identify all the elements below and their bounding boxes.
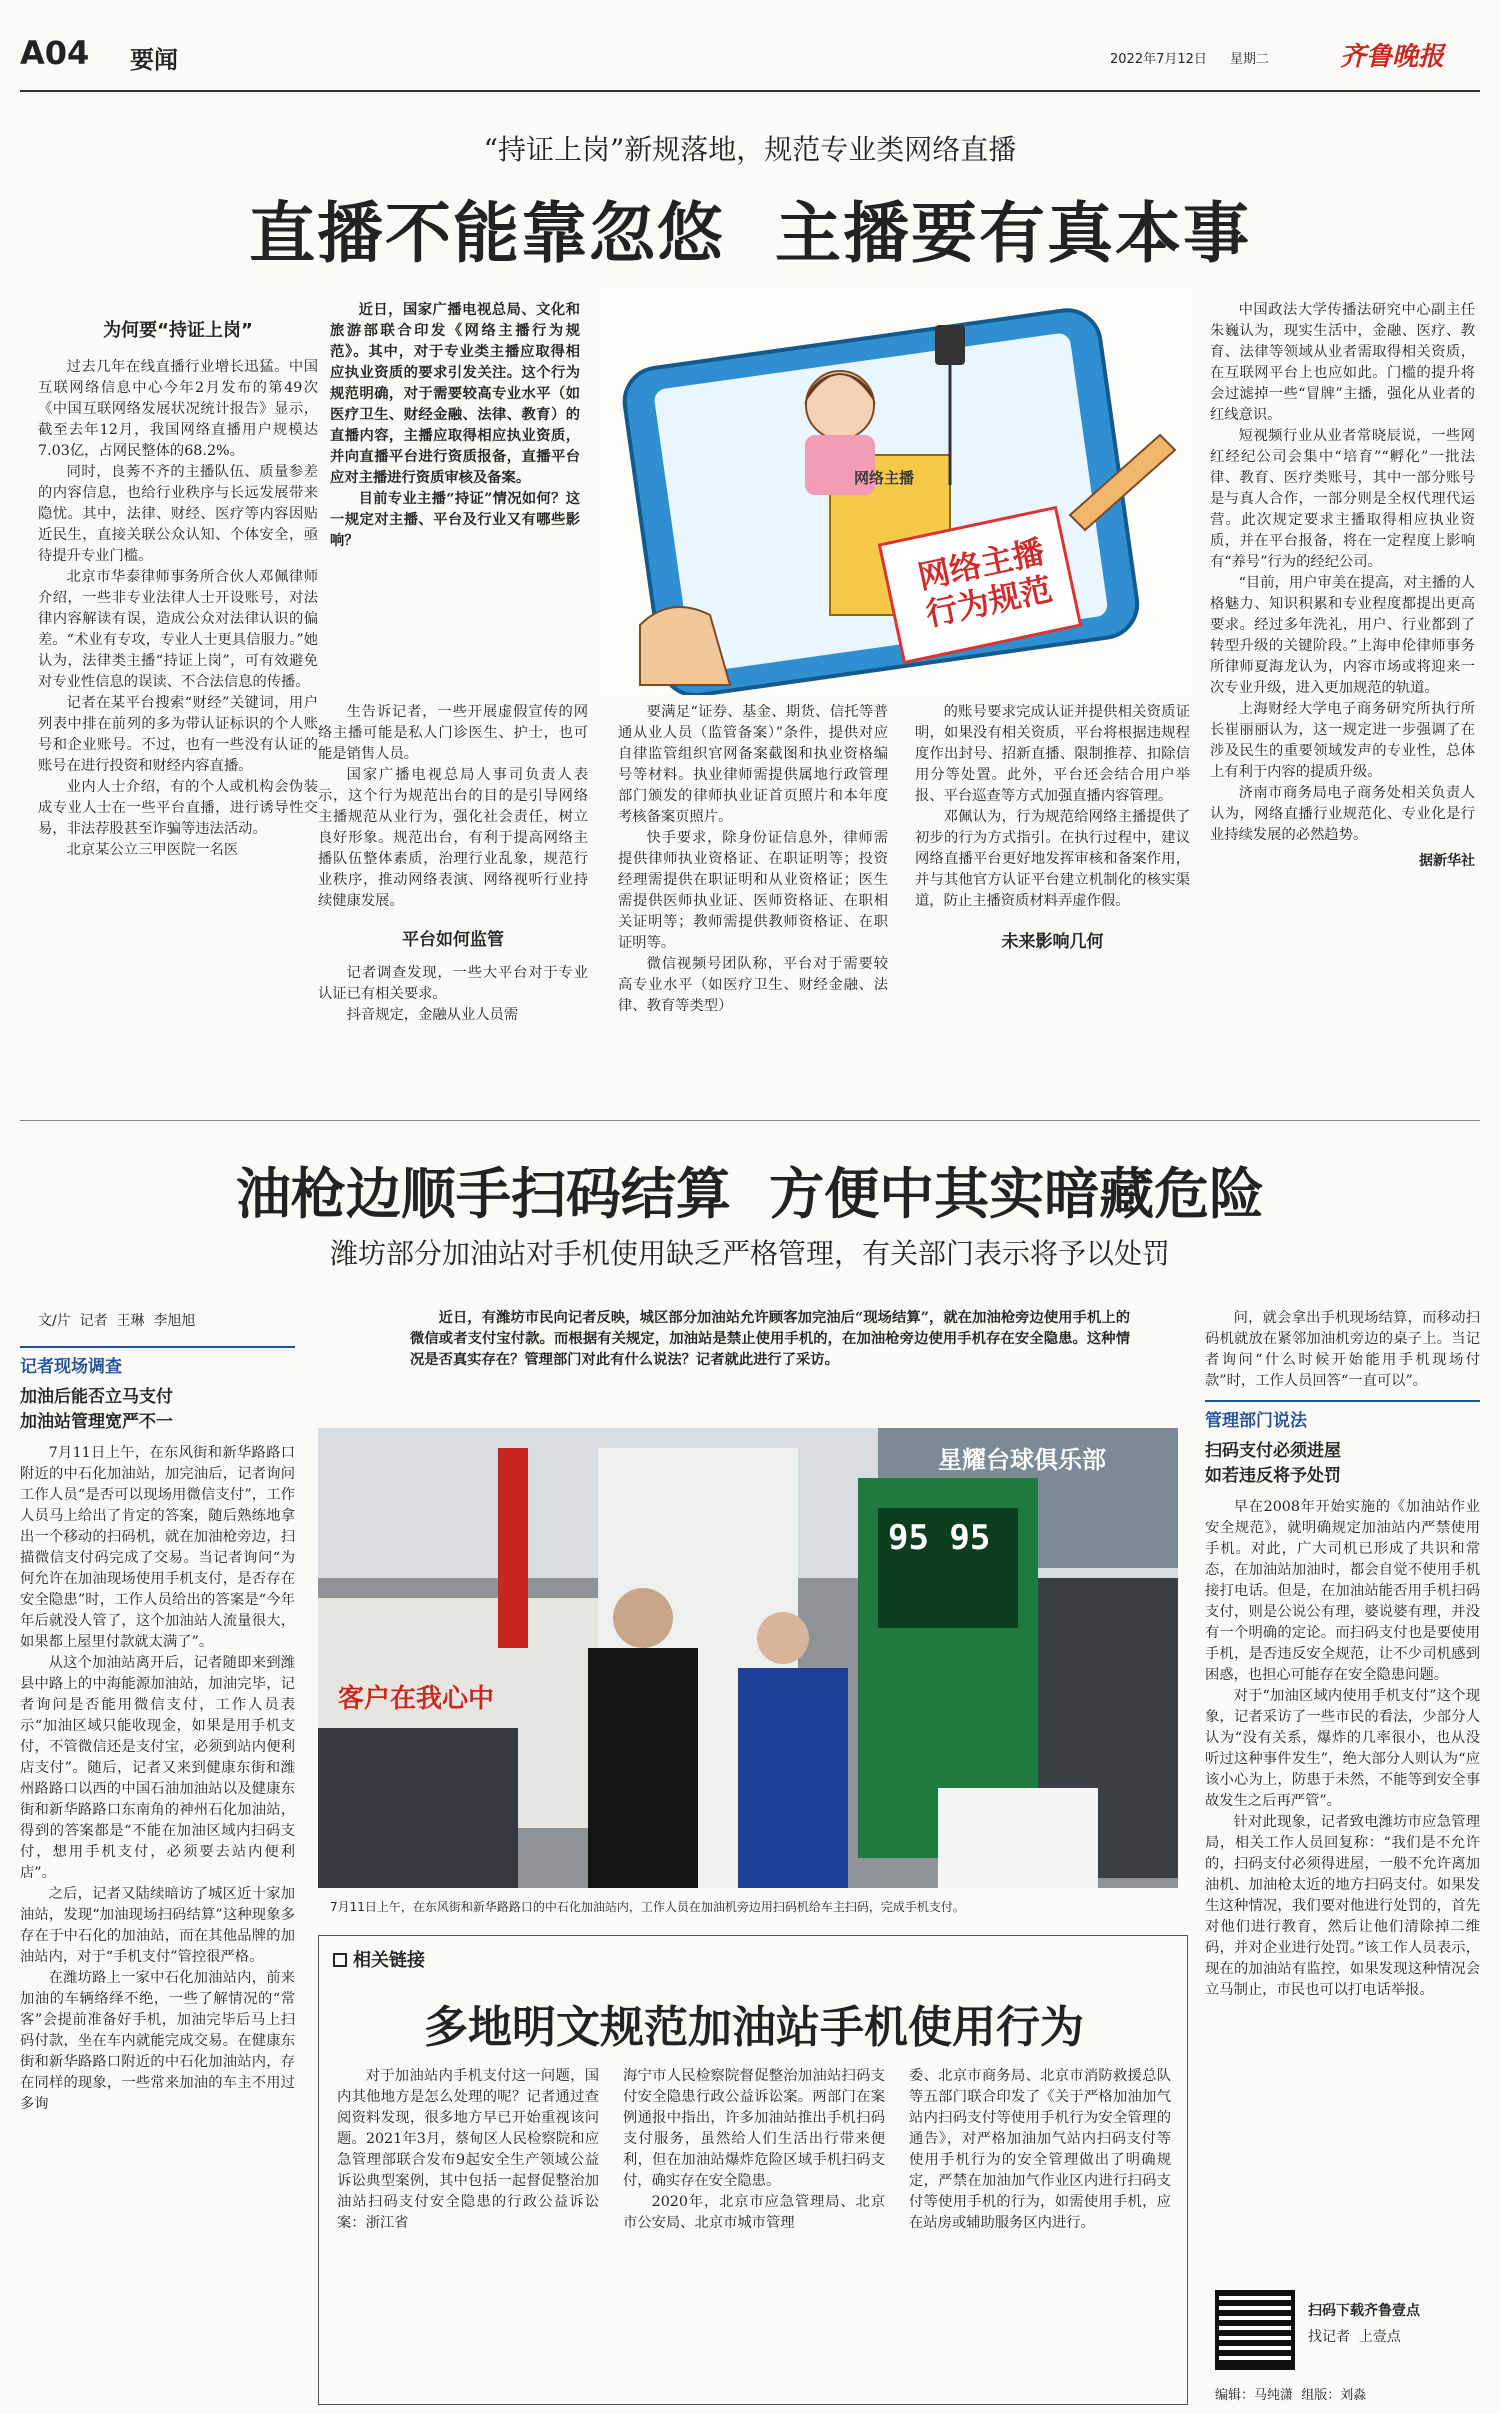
paragraph: 北京市华泰律师事务所合伙人邓佩律师介绍，一些非专业法律人士开设账号，对法律内容解读有误，造成公众对法律认识的偏差。“术业有专攻，专业人士更具信服力。”她认为，法律类主播“持证上岗”，可有效避免对专业性信息的误读、不合法信息的传播。: [38, 569, 318, 690]
related-column-2: [623, 2066, 885, 2396]
article2-title: 油枪边顺手扫码结算 方便中其实暗藏危险: [235, 1161, 1265, 1226]
header-rule: [20, 90, 1480, 92]
article1-column-1: [38, 318, 318, 1098]
paragraph: 对于加油站内手机支付这一问题，国内其他地方是怎么处理的呢？记者通过查阅资料发现，很多地方早已开始重视该问题。2021年3月，蔡甸区人民检察院和应急管理部联合发布9起安全生产领域公益诉讼典型案例，其中包括一起督促整治加油站扫码支付安全隐患的行政公益诉讼案：浙江省: [337, 2068, 599, 2231]
source-credit: 据新华社: [1419, 853, 1475, 869]
paragraph: 短视频行业从业者常晓辰说，一些网红经纪公司会集中“培育”“孵化”一批法律、教育、医疗类账号，其中一部分账号是与真人合作，一部分则是全权代理代运营。此次规定要求主播取得相应执业资质，并在平台报备，将在一定程度上影响有“养号”行为的经纪公司。: [1210, 428, 1475, 570]
article1-column-3: [618, 702, 888, 1112]
paragraph: 海宁市人民检察院督促整治加油站扫码支付安全隐患行政公益诉讼案。两部门在案例通报中指出，许多加油站推出手机扫码支付服务，虽然给人们生活出行带来便利，但在加油站爆炸危险区域手机扫码支付，确实存在安全隐患。: [623, 2068, 885, 2189]
qr-caption-2: 找记者 上壹点: [1308, 2329, 1401, 2345]
qr-code[interactable]: [1215, 2290, 1295, 2370]
paragraph: 7月11日上午，在东风街和新华路路口附近的中石化加油站，加完油后，记者询问工作人员“是否可以现场用微信支付”，工作人员马上给出了肯定的答案，随后熟练地拿出一个移动的扫码机，就在加油枪旁边，扫描微信支付码完成了交易。当记者询问“为何允许在加油现场使用手机支付，是否存在安全隐患”时，工作人员给出的答案是“今年年后就没人管了，这个加油站人流量很大，如果都上屋里付款就太满了”。: [20, 1445, 295, 1650]
paragraph: 国家广播电视总局人事司负责人表示，这个行为规范出台的目的是引导网络主播规范从业行为，强化社会责任，树立良好形象。规范出台，有利于提高网络主播队伍整体素质，治理行业乱象，规范行业秩序，推动网络表演、网络视听行业持续健康发展。: [318, 767, 588, 909]
article1-kicker: “持证上岗”新规落地，规范专业类网络直播: [483, 133, 1017, 166]
paragraph: 微信视频号团队称，平台对于需要较高专业水平（如医疗卫生、财经金融、法律、教育等类型）: [618, 956, 888, 1014]
paragraph: 业内人士介绍，有的个人或机构会伪装成专业人士在一些平台直播，进行诱导性交易，非法荐股甚至诈骗等违法活动。: [38, 779, 318, 837]
section-headline: 加油后能否立马支付: [20, 1387, 173, 1407]
illustration-board-text: 网络主播行为规范: [914, 532, 1056, 634]
photo-price-display: 95 95: [888, 1518, 991, 1558]
phone-illustration-icon: [600, 295, 1190, 695]
paragraph: 问，就会拿出手机现场结算，而移动扫码机就放在紧邻加油机旁边的桌子上。当记者询问“什么时候开始能用手机现场付款”时，工作人员回答“一直可以”。: [1205, 1310, 1480, 1389]
photo-caption: 7月11日上午，在东风街和新华路路口的中石化加油站内，工作人员在加油机旁边用扫码机给车主扫码，完成手机支付。: [330, 1900, 965, 1914]
article2-column-1: [20, 1340, 295, 2410]
article1-column-2: [318, 702, 588, 1112]
paragraph: 生告诉记者，一些开展虚假宣传的网络主播可能是私人门诊医生、护士，也可能是销售人员。: [318, 704, 588, 762]
paragraph: 对于“加油区域内使用手机支付”这个现象，记者采访了一些市民的看法，少部分人认为“没有关系，爆炸的几率很小，也从没听过这种事件发生”，绝大部分人则认为“应该小心为上，防患于未然，不能等到安全事故发生之后再严管”。: [1205, 1688, 1480, 1809]
article1-column-5: [1210, 300, 1475, 1110]
related-tag: [333, 1946, 425, 1972]
paragraph: 要满足“证券、基金、期货、信托等普通从业人员（监管备案）”条件，提供对应自律监管组织官网备案截图和执业资格编号等材料。执业律师需提供属地行政管理部门颁发的律师执业证首页照片和本年度考核备案页照片。: [618, 704, 888, 825]
paragraph: “目前，用户审美在提高，对主播的人格魅力、知识积累和专业程度都提出更高要求。经过多年洗礼，用户、行业都到了转型升级的关键阶段。”上海申伦律师事务所律师夏海龙认为，内容市场或将迎来一次专业升级，进入更加规范的轨道。: [1210, 575, 1475, 696]
illustration-sign: 网络主播: [853, 469, 914, 487]
illustration: [600, 295, 1190, 695]
section-tag: 管理部门说法: [1205, 1400, 1480, 1431]
photo-sign-bottom: 客户在我心中: [338, 1684, 495, 1714]
paragraph: 之后，记者又陆续暗访了城区近十家加油站，发现“加油现场扫码结算”这种现象多存在于中石化的加油站，而在其他品牌的加油站内，对于“手机支付”管控很严格。: [20, 1886, 295, 1965]
related-column-1: [337, 2066, 599, 2396]
section-tag: 记者现场调查: [20, 1346, 295, 1377]
paragraph: 针对此现象，记者致电潍坊市应急管理局，相关工作人员回复称：“我们是不允许的，扫码支付必须得进屋，一般不允许离加油机、加油枪太近的地方扫码支付。如果发生这种情况，我们要对他进行处罚的，首先对他们进行教育，然后让他们清除掉二维码，并对企业进行处罚。”该工作人员表示，现在的加油站有监控，如果发现这种情况会立马制止，市民也可以打电话举报。: [1205, 1814, 1480, 1998]
paper-logo: 齐鲁晚报: [1340, 42, 1445, 72]
section-headline: 加油站管理宽严不一: [20, 1412, 173, 1432]
why-heading: 为何要“持证上岗”: [103, 320, 253, 341]
link-icon: [333, 1953, 347, 1967]
section-headline: 如若违反将予处罚: [1205, 1466, 1341, 1486]
article1-title: 直播不能靠忽悠 主播要有真本事: [249, 194, 1251, 272]
page-number: A04: [20, 34, 90, 72]
paragraph: 上海财经大学电子商务研究所执行所长崔丽丽认为，这一规定进一步强调了在涉及民生的重要领域发声的专业性，总体上有利于内容的提质升级。: [1210, 701, 1475, 780]
related-title: 多地明文规范加油站手机使用行为: [424, 2002, 1084, 2053]
gas-station-photo: [318, 1428, 1178, 1888]
paragraph: 中国政法大学传播法研究中心副主任朱巍认为，现实生活中，金融、医疗、教育、法律等领域从业者需取得相关资质，在互联网平台上也应如此。门槛的提升将会过滤掉一些“冒牌”主播，强化从业者的红线意识。: [1210, 302, 1475, 423]
lead-paragraph: 近日，有潍坊市民向记者反映，城区部分加油站允许顾客加完油后“现场结算”，就在加油枪旁边使用手机上的微信或者支付宝付款。而根据有关规定，加油站是禁止使用手机的，在加油枪旁边使用手机存在安全隐患。这种情况是否真实存在？管理部门对此有什么说法？记者就此进行了采访。: [410, 1310, 1130, 1368]
qr-caption: 扫码下载齐鲁壹点: [1308, 2303, 1420, 2319]
related-link-box: [318, 1935, 1188, 2405]
page-header: [20, 30, 1480, 90]
section-name: 要闻: [130, 46, 178, 74]
paragraph: 同时，良莠不齐的主播队伍、质量参差的内容信息，也给行业秩序与长远发展带来隐忧。其中，法律、财经、医疗等内容因贴近民生，直接关联公众认知、个体安全，亟待提升专业门槛。: [38, 464, 318, 564]
issue-weekday: 星期二: [1230, 52, 1270, 67]
paragraph: 从这个加油站离开后，记者随即来到潍县中路上的中海能源加油站，加油完毕，记者询问是否能用微信支付，工作人员表示“加油区域只能收现金，如果是用手机支付，不管微信还是支付宝，必须到站内便利店支付”。随后，记者又来到健康东街和潍州路路口以西的中国石油加油站以及健康东街和新华路路口东南角的神州石化加油站，得到的答案都是“不能在加油区域内扫码支付，想用手机支付，必须要去站内便利店”。: [20, 1655, 295, 1881]
paragraph: 早在2008年开始实施的《加油站作业安全规范》，就明确规定加油站内严禁使用手机。对此，广大司机已形成了共识和常态，在加油站加油时，都会自觉不使用手机接打电话。但是，在加油站能否用手机扫码支付，则是公说公有理，婆说婆有理，并没有一个明确的定论。而扫码支付也是要使用手机，是否违反安全规范，让不少司机感到困惑，也担心可能存在安全隐患问题。: [1205, 1499, 1480, 1683]
section-headline: 扫码支付必须进屋: [1205, 1441, 1341, 1461]
photo-scene-icon: [318, 1428, 1178, 1888]
future-heading: 未来影响几何: [1001, 932, 1104, 952]
article-divider: [20, 1120, 1480, 1121]
article1-lead: [330, 300, 580, 700]
paragraph: 记者在某平台搜索“财经”关键词，用户列表中排在前列的多为带认证标识的个人账号和企业账号。不过，也有一些没有认证的账号在进行投资和财经内容直播。: [38, 695, 318, 774]
paragraph: 济南市商务局电子商务处相关负责人认为，网络直播行业规范化、专业化是行业持续发展的必然趋势。: [1210, 785, 1475, 843]
article2-column-3: [1205, 1308, 1480, 2308]
paragraph: 2020年，北京市应急管理局、北京市公安局、北京市城市管理: [623, 2194, 885, 2231]
paragraph: 抖音规定，金融从业人员需: [346, 1007, 519, 1023]
article2-subtitle: 潍坊部分加油站对手机使用缺乏严格管理，有关部门表示将予以处罚: [329, 1237, 1170, 1270]
platform-heading: 平台如何监管: [402, 930, 504, 950]
article2-lead: [410, 1308, 1130, 1408]
issue-date: 2022年7月12日: [1110, 52, 1207, 67]
paragraph: 快手要求，除身份证信息外，律师需提供律师执业资格证、在职证明等；投资经理需提供在职证明和从业资格证；医生需提供医师执业证、医师资格证、在职相关证明等；教师需提供教师资格证、在职证明等。: [618, 830, 888, 951]
paragraph: 记者调查发现，一些大平台对于专业认证已有相关要求。: [318, 965, 588, 1002]
paragraph: 北京某公立三甲医院一名医: [66, 842, 239, 858]
paragraph: 的账号要求完成认证并提供相关资质证明，如果没有相关资质，平台将根据违规程度作出封号、招新直播、限制推荐、扣除信用分等处置。此外，平台还会结合用户举报、平台巡查等方式加强直播内容管理。: [915, 704, 1190, 804]
related-tag-label: 相关链接: [353, 1950, 425, 1971]
paragraph: 过去几年在线直播行业增长迅猛。中国互联网络信息中心今年2月发布的第49次《中国互联网络发展状况统计报告》显示，截至去年12月，我国网络直播用户规模达7.03亿，占网民整体的68.2%。: [38, 359, 318, 459]
editor-credit: 编辑：马纯潇 组版：刘淼: [1215, 2388, 1367, 2403]
paragraph: 在潍坊路上一家中石化加油站内，前来加油的车辆络绎不绝，一些了解情况的“常客”会提前准备好手机，加油完毕后马上扫码付款，坐在车内就能完成交易。在健康东街和新华路路口附近的中石化加油站内，存在同样的现象，一些常来加油的车主不用过多询: [20, 1970, 295, 2112]
paragraph: 委、北京市商务局、北京市消防救援总队等五部门联合印发了《关于严格加油加气站内扫码支付等使用手机行为安全管理的通告》，对严格加油加气站内扫码支付等使用手机行为的安全管理做出了明确规定，严禁在加油加气作业区内进行扫码支付等使用手机的行为，如需使用手机，应在站房或辅助服务区内进行。: [909, 2068, 1171, 2231]
related-column-3: [909, 2066, 1171, 2396]
byline: 文/片 记者 王琳 李旭旭: [38, 1313, 196, 1329]
photo-sign-top: 星耀台球俱乐部: [938, 1446, 1106, 1474]
paragraph: 邓佩认为，行为规范给网络主播提供了初步的行为方式指引。在执行过程中，建议网络直播平台更好地发挥审核和备案作用，并与其他官方认证平台建立机制化的核实渠道，防止主播资质材料弄虚作假。: [915, 809, 1190, 909]
lead-question: 目前专业主播“持证”情况如何？这一规定对主播、平台及行业又有哪些影响？: [330, 491, 580, 549]
lead-paragraph: 近日，国家广播电视总局、文化和旅游部联合印发《网络主播行为规范》。其中，对于专业类主播应取得相应执业资质的要求引发关注。这个行为规范明确，对于需要较高专业水平（如医疗卫生、财经金融、法律、教育）的直播内容，主播应取得相应执业资质，并向直播平台进行资质报备，直播平台应对主播进行资质审核及备案。: [330, 302, 580, 486]
article1-column-4: [915, 702, 1190, 1112]
